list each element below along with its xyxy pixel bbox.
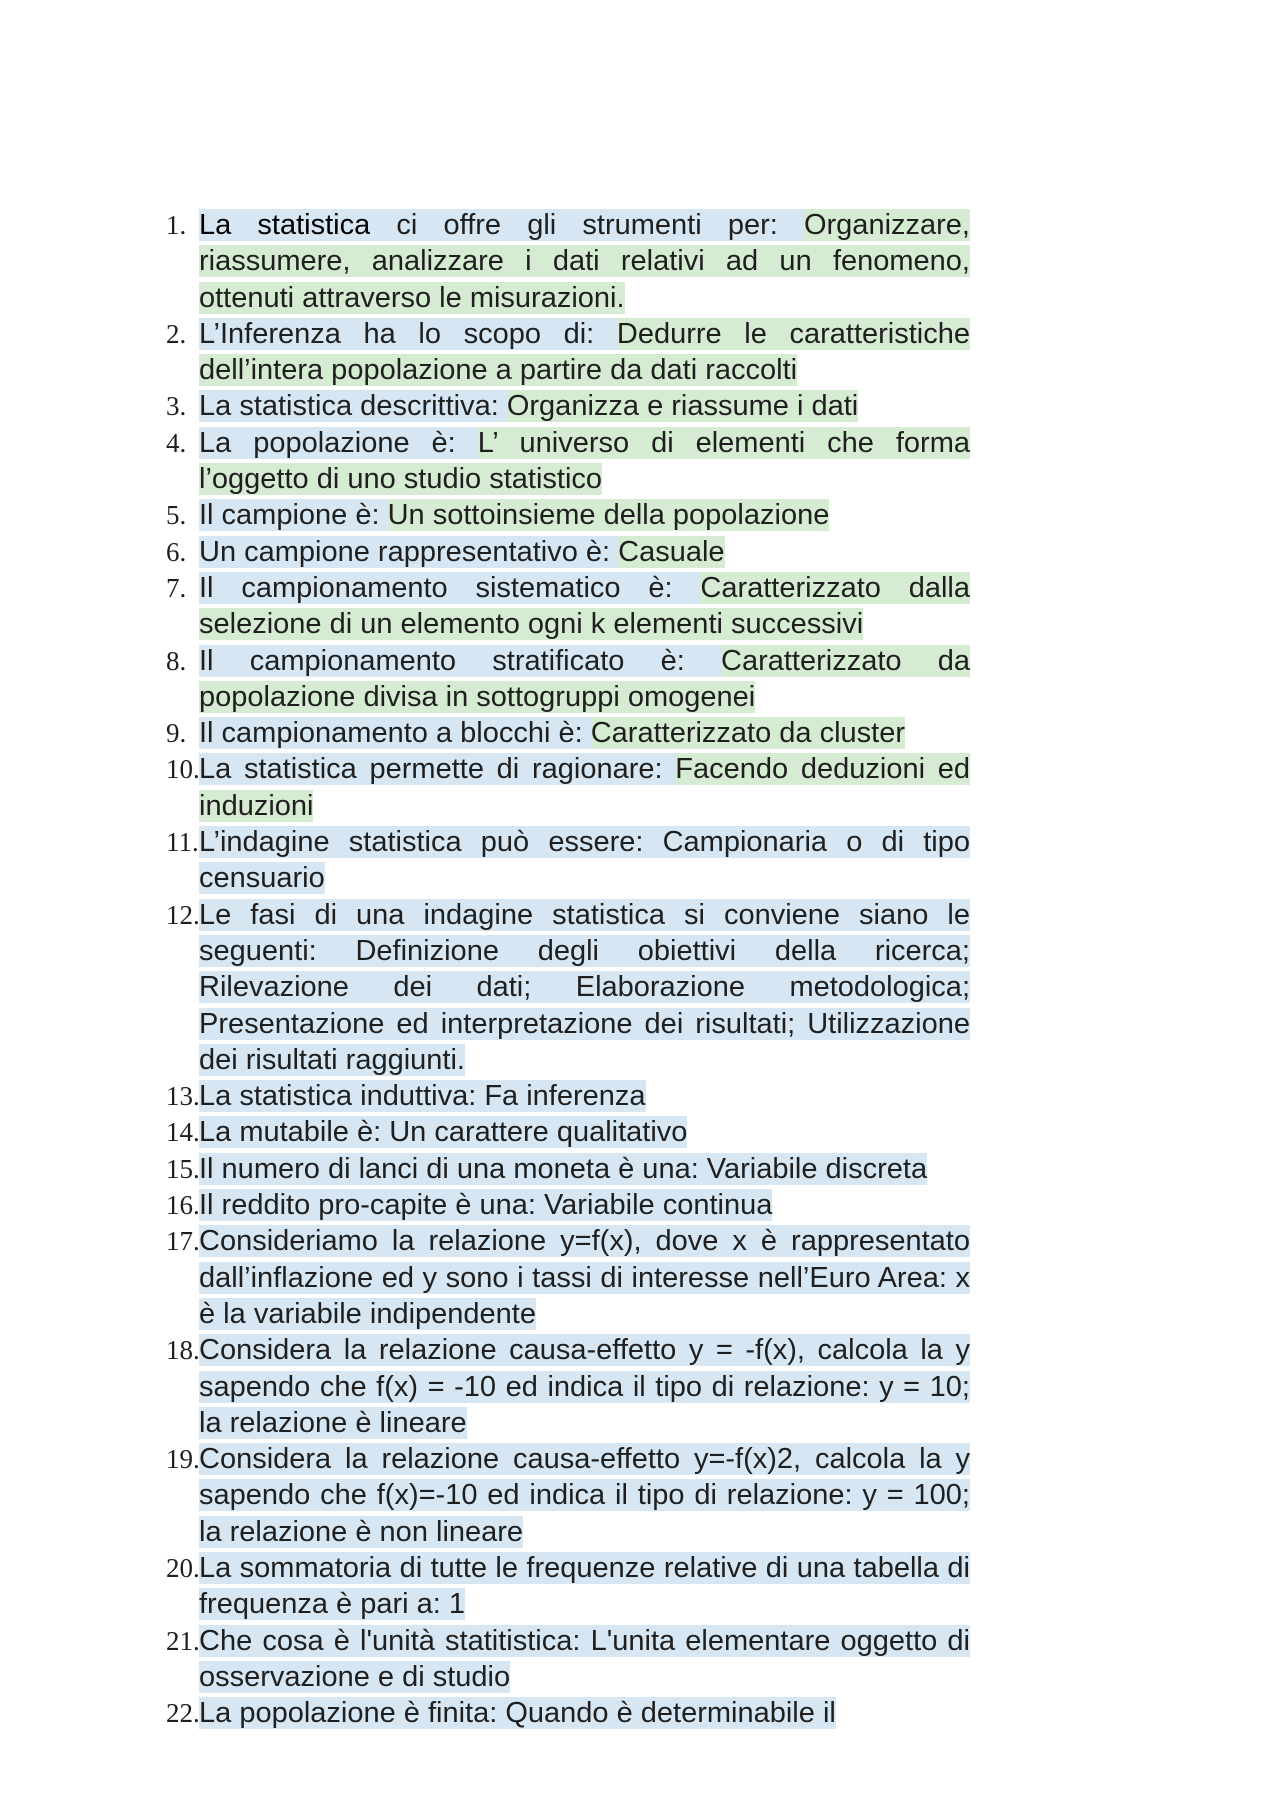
list-item [166,715,970,751]
item-number: 13. [166,1081,200,1112]
list-item [166,207,970,316]
list-item [166,1623,970,1696]
question-text: Il campione è: [199,499,388,532]
list-item [166,1223,970,1332]
question-text: La statistica descrittiva: [199,390,507,423]
answer-text: Caratterizzato da cluster [590,717,906,750]
item-number: 10. [166,754,200,785]
list-item [166,570,970,643]
answer-text: Un sottoinsieme della popolazione [387,499,830,532]
item-number: 6. [166,536,187,567]
item-number: 18. [166,1335,200,1366]
list-item [166,1695,970,1731]
item-number: 22. [166,1698,200,1729]
list-item [166,1550,970,1623]
item-number: 20. [166,1552,200,1583]
item-number: 8. [166,645,187,676]
item-number: 15. [166,1153,200,1184]
item-number: 16. [166,1190,200,1221]
answer-text: Caratterizzato da popolazione divisa in sottogruppi omogenei [199,644,970,713]
item-text: Che cosa è l'unità statitistica: L'unita elementare oggetto di osservazione e di studio [199,1624,970,1693]
item-number: 14. [166,1117,200,1148]
item-number: 4. [166,427,187,458]
list-item [166,1187,970,1223]
answer-text: Facendo deduzioni ed induzioni [199,753,970,822]
item-number: 17. [166,1226,200,1257]
item-number: 19. [166,1444,200,1475]
answer-text: Caratterizzato dalla selezione di un elemento ogni k elementi successivi [199,571,970,641]
item-number: 12. [166,899,200,930]
list-item [166,824,970,897]
question-list [166,207,970,1731]
question-text: Il campionamento a blocchi è: [199,717,591,750]
question-text: Il campionamento sistematico è: [199,571,701,604]
question-term: La statistica [199,209,371,241]
list-item [166,1078,970,1114]
item-text: L’indagine statistica può essere: Campionaria o di tipo censuario [199,826,970,895]
list-item [166,425,970,498]
item-text: La sommatoria di tutte le frequenze relative di una tabella di frequenza è pari a: 1 [199,1551,970,1621]
list-item [166,1114,970,1150]
item-text: Considera la relazione causa-effetto y=-f(x)2, calcola la y sapendo che f(x)=-10 ed indica il tipo di relazione: y = 100; la relazione è non lineare [199,1443,970,1548]
item-number: 21. [166,1625,200,1656]
list-item [166,1151,970,1187]
item-text: Il numero di lanci di una moneta è una: Variabile discreta [199,1152,928,1185]
item-number: 1. [166,210,187,240]
item-number: 5. [166,500,187,531]
answer-text: Dedurre le caratteristiche dell’intera popolazione a partire da dati raccolti [199,317,970,387]
list-item [166,534,970,570]
item-number: 9. [166,718,187,749]
list-item [166,751,970,824]
question-text: ci offre gli strumenti per: [370,209,804,241]
item-text: Considera la relazione causa-effetto y = -f(x), calcola la y sapendo che f(x) = -10 ed indica il tipo di relazione: y = 10; la relazione è lineare [199,1334,970,1439]
item-number: 2. [166,318,187,349]
item-text: La popolazione è finita: Quando è determinabile il [199,1697,836,1730]
item-number: 11. [166,827,199,858]
list-item [166,1332,970,1441]
item-text: Le fasi di una indagine statistica si conviene siano le seguenti: Definizione degli obiettivi della ricerca; Rilevazione dei dati; Elaborazione metodologica; Presentazione ed interpretazione dei risultati; Utilizzazione dei risultati raggiunti. [199,898,970,1076]
list-item [166,497,970,533]
list-item [166,643,970,716]
question-text: Un campione rappresentativo è: [199,535,619,568]
answer-text: Casuale [618,535,725,568]
answer-text: Organizzare, riassumere, analizzare i dati relativi ad un fenomeno, ottenuti attraverso le misurazioni. [199,209,970,314]
answer-text: Organizza e riassume i dati [506,390,859,423]
answer-text: L’ universo di elementi che forma l’oggetto di uno studio statistico [199,426,970,496]
question-text: L’Inferenza ha lo scopo di: [199,317,617,350]
item-text: La statistica induttiva: Fa inferenza [199,1080,646,1113]
item-number: 7. [166,572,187,603]
item-text: Consideriamo la relazione y=f(x), dove x è rappresentato dall’inflazione ed y sono i tassi di interesse nell’Euro Area: x è la variabile indipendente [199,1225,970,1330]
list-item [166,316,970,389]
list-item [166,1441,970,1550]
item-text: La mutabile è: Un carattere qualitativo [199,1116,688,1149]
question-text: La popolazione è: [199,426,478,459]
question-text: Il campionamento stratificato è: [199,644,722,677]
list-item [166,388,970,424]
item-number: 3. [166,391,187,422]
question-text: La statistica permette di ragionare: [199,753,676,786]
list-item [166,897,970,1078]
item-text: Il reddito pro-capite è una: Variabile continua [199,1189,773,1222]
